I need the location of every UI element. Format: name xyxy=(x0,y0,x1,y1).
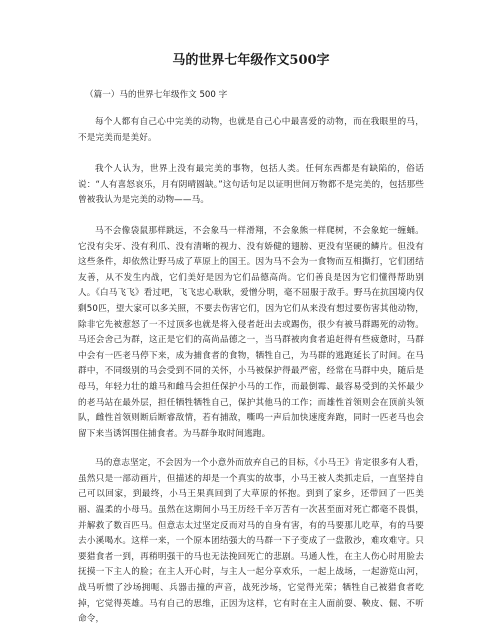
document-subtitle: （篇一）马的世界七年级作文 500 字 xyxy=(85,90,228,100)
paragraph-2: 我个人认为，世界上没有最完美的事物，包括人类。任何东西都是有缺陷的，俗话说：“人有喜怒哀乐，月有阴晴圆缺。”这句话句足以证明世间万物都不是完美的，包括那些曾被我认为是完美的动物——马。 xyxy=(78,164,424,206)
paragraph-3: 马不会像袋鼠那样跳远，不会象马一样滑翔，不会象熊一样爬树，不会象蛇一缠蛹。它没有尖牙、没有利爪、没有清晰的视力、没有娇健的翅膀、更没有坚硬的鳞片。但没有这些条件，却依然让野马成了草原上的国王。因为马不会为一食物而互相撕打，它们团结友善，从不发生内战，它们美好是因为它们品德高尚。它们善良是因为它们懂得帮助别人。《白马飞飞》看过吧，飞飞忠心耿耿，爱憎分明，毫不屈服于敌手。野马在抗国境内仅剩50匹，望大家可以多关照，不要去伤害它们，因为它们从来没有想过要伤害其他动物，除非它先被惹怒了一不过顶多也就是将入侵者赶出去或踢伤，很少有被马群踢死的动物。马还会舍己为群，这正是它们的高尚品德之一，当马群被肉食者追赶得有些疲惫时，马群中会有一匹老马停下来，成为捕食者的食物，牺牲自己，为马群的逃跑延长了时间。在马群中，不同级别的马会受到不同的关怀，小马被保护得最严密，经常在马群中央，随后是母马，年轻力壮的雄马和雌马会担任保护小马的工作，而最倒霉、最容易受到的关怀最少的老马站在最外层，担任牺牲牺牲自己，保护其他马的工作；而雄性首领则会在顶前头领队，雌性首领则断后断睿敌情，若有捕敌，嘶鸣一声后加快速度奔跑，同时一匹老马也会留下来当诱饵围住捕食者。为马群争取时间逃跑。 xyxy=(78,225,424,439)
paragraph-1: 每个人都有自己心中完美的动物，也就是自己心中最喜爱的动物，而在我眼里的马，不是完美而是美好。 xyxy=(78,117,424,143)
paragraph-4: 马的意志坚定，不会因为一个小意外而放弃自己的目标，《小马王》肯定很多有人看，虽然只是一部动画片，但描述的却是一个真实的故事，小马王被人类抓走后，一直坚持自己可以回家，到最终，小马王果真回到了大草原的怀抱。到到了家乡，还带回了一匹美丽、温柔的小母马。虽然在这期间小马王历经千辛万苦有一次甚至面对死亡都毫不畏惧，并解救了数百匹马。但意志太过坚定反而对马的自身有害，有的马要那儿吃草，有的马要去小溪喝水。这样一来，一个原本团结强大的马群一下子变成了一盘散沙，难攻难守。只要猎食者一到，再稍明强干的马也无法挽回死亡的悲剧。马通人性，在主人伤心时用脸去抚摸一下主人的脸；在主人开心时，与主人一起分享欢乐，一起上战场，一起游览山河，战马听惯了沙场拥呃、兵器击撞的声音，战死沙场，它觉得光荣；牺牲自己被猎食者吃掉，它觉得英雄。马有自己的思维，正因为这样，它有时在主人面前耍、鞅皮、倔、不听命令， xyxy=(78,458,424,625)
document-title: 马的世界七年级作文500字 xyxy=(172,53,330,68)
